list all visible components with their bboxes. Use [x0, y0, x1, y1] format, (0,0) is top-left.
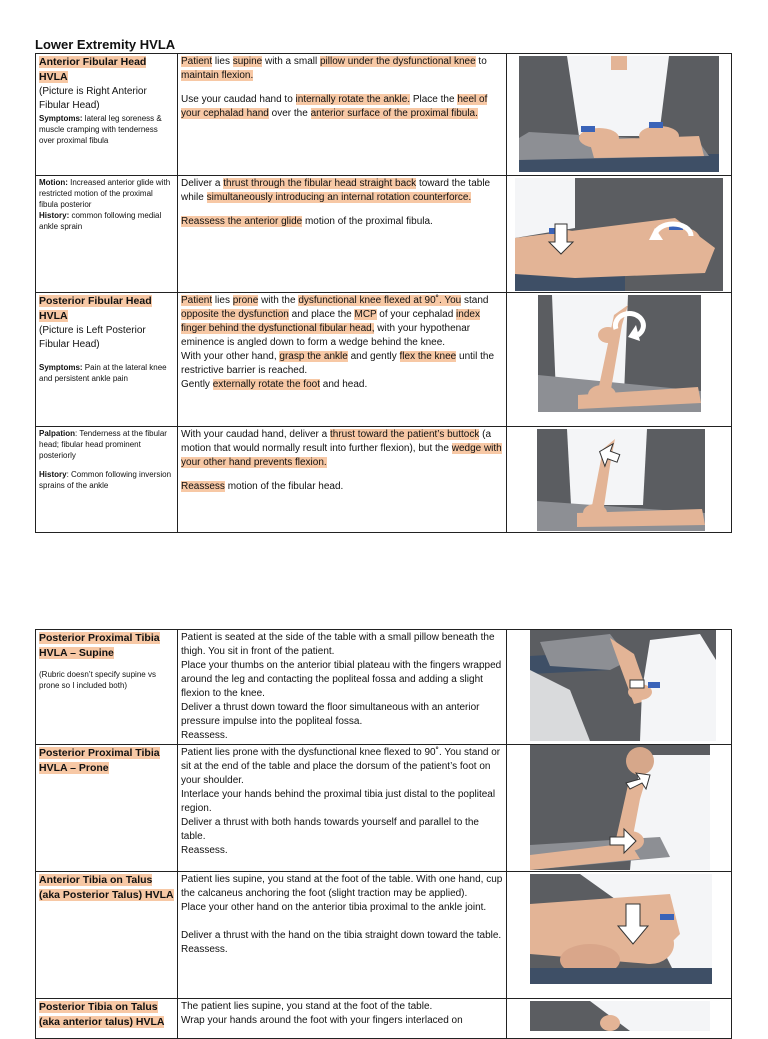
- instructions-cell: [178, 630, 507, 745]
- photo-cell: [507, 630, 732, 745]
- photo-cell: [507, 293, 732, 427]
- technique-photo: [537, 429, 705, 531]
- technique-name: Posterior Proximal Tibia HVLA – Prone: [39, 747, 160, 774]
- instruction-paragraph: Deliver a thrust through the fibular head straight back toward the table while simultaneously introducing an internal rotation counterforce.: [181, 178, 491, 203]
- instructions-cell: [178, 999, 507, 1039]
- technique-name: Posterior Tibia on Talus (aka anterior talus) HVLA: [39, 1001, 165, 1028]
- technique-photo: [530, 745, 710, 870]
- instruction-paragraph: With your caudad hand, deliver a thrust toward the patient’s buttock (a motion that would normally result into further flexion), but the wedge with your other hand prevents flexion.: [181, 429, 502, 468]
- motion-note: Motion: Increased anterior glide with restricted motion of the proximal fibula posterior: [39, 178, 171, 209]
- instructions-cell: [178, 745, 507, 872]
- instruction-line: Deliver a thrust with the hand on the tibia straight down toward the table.: [181, 930, 502, 941]
- table-row: [36, 999, 732, 1039]
- page-title: Lower Extremity HVLA: [35, 37, 176, 52]
- table-row: [36, 630, 732, 745]
- instruction-paragraph: Gently externally rotate the foot and head.: [181, 379, 368, 390]
- rubric-note: (Rubric doesn’t specify supine vs prone so I included both): [39, 670, 156, 690]
- history-note: History: common following medial ankle sprain: [39, 211, 162, 231]
- technique-photo: [538, 295, 701, 412]
- photo-cell: [507, 872, 732, 999]
- instruction-line: Reassess.: [181, 730, 228, 741]
- instruction-line: Reassess.: [181, 944, 228, 955]
- instructions-cell: [178, 872, 507, 999]
- instruction-line: Place your thumbs on the anterior tibial plateau with the fingers wrapped around the leg and contacting the popliteal fossa and adding a slight flexion to the knee.: [181, 660, 502, 699]
- technique-photo: [519, 56, 719, 172]
- technique-cell: [36, 630, 178, 745]
- table-row: [36, 427, 732, 533]
- instruction-line: Reassess.: [181, 845, 228, 856]
- technique-cell: [36, 872, 178, 999]
- technique-subtitle: (Picture is Right Anterior Fibular Head): [39, 86, 147, 111]
- technique-photo: [530, 630, 716, 741]
- instruction-paragraph: Patient lies supine with a small pillow under the dysfunctional knee to maintain flexion.: [181, 56, 487, 81]
- instruction-paragraph: Reassess the anterior glide motion of the proximal fibula.: [181, 216, 433, 227]
- photo-cell: [507, 176, 732, 293]
- tibia-table: [35, 629, 732, 1039]
- technique-cell: [36, 176, 178, 293]
- technique-cell: [36, 999, 178, 1039]
- photo-cell: [507, 427, 732, 533]
- technique-photo: [515, 178, 723, 291]
- fibular-head-table: [35, 53, 732, 533]
- photo-cell: [507, 745, 732, 872]
- instruction-line: Place your other hand on the anterior tibia proximal to the ankle joint.: [181, 902, 487, 913]
- photo-cell: [507, 999, 732, 1039]
- palpation-note: Palpation: Tenderness at the fibular head; fibular head prominent posteriorly: [39, 429, 167, 460]
- table-row: [36, 293, 732, 427]
- instruction-line: [181, 915, 503, 929]
- technique-name: Posterior Proximal Tibia HVLA – Supine: [39, 632, 160, 659]
- technique-cell: [36, 54, 178, 176]
- photo-cell: [507, 54, 732, 176]
- table-row: [36, 745, 732, 872]
- instruction-paragraph: Patient lies prone with the dysfunctional knee flexed at 90˚. You stand opposite the dysfunction and place the MCP of your cephalad index finger behind the dysfunctional fibular head, with your hypothenar eminence is angled down to form a wedge behind the knee.: [181, 295, 489, 348]
- instruction-line: Wrap your hands around the foot with your fingers interlaced on: [181, 1015, 463, 1026]
- technique-subtitle: (Picture is Left Posterior Fibular Head): [39, 325, 146, 350]
- instruction-line: Patient lies prone with the dysfunctional knee flexed to 90˚. You stand or sit at the end of the table and place the dorsum of the patient’s foot on your shoulder.: [181, 747, 501, 786]
- instruction-line: The patient lies supine, you stand at the foot of the table.: [181, 1001, 433, 1012]
- instruction-line: Deliver a thrust with both hands towards yourself and parallel to the table.: [181, 817, 479, 842]
- technique-cell: [36, 293, 178, 427]
- technique-name: Anterior Tibia on Talus (aka Posterior Talus) HVLA: [39, 874, 174, 901]
- instruction-line: Patient is seated at the side of the table with a small pillow beneath the thigh. You sit in front of the patient.: [181, 632, 495, 657]
- instruction-line: Deliver a thrust down toward the floor simultaneous with an anterior pressure impulse into the popliteal fossa.: [181, 702, 480, 727]
- instructions-cell: [178, 176, 507, 293]
- instruction-paragraph: Use your caudad hand to internally rotate the ankle. Place the heel of your cephalad hand over the anterior surface of the proximal fibula.: [181, 94, 488, 119]
- instruction-line: Patient lies supine, you stand at the foot of the table. With one hand, cup the calcaneus anchoring the foot (slight traction may be applied).: [181, 874, 503, 899]
- symptoms-note: Symptoms: lateral leg soreness & muscle cramping with tenderness over proximal fibula: [39, 114, 162, 145]
- instructions-cell: [178, 427, 507, 533]
- technique-cell: [36, 745, 178, 872]
- technique-photo: [530, 1001, 710, 1031]
- technique-name: Anterior Fibular Head HVLA: [39, 56, 147, 83]
- technique-name: Posterior Fibular Head HVLA: [39, 295, 152, 322]
- table-row: [36, 176, 732, 293]
- technique-cell: [36, 427, 178, 533]
- technique-photo: [530, 874, 712, 984]
- symptoms-note: Symptoms: Pain at the lateral knee and persistent ankle pain: [39, 363, 167, 383]
- table-row: [36, 54, 732, 176]
- instructions-cell: [178, 293, 507, 427]
- instruction-line: Interlace your hands behind the proximal tibia just distal to the popliteal region.: [181, 789, 496, 814]
- instruction-paragraph: Reassess motion of the fibular head.: [181, 481, 344, 492]
- table-row: [36, 872, 732, 999]
- instructions-cell: [178, 54, 507, 176]
- history-note: History: Common following inversion sprains of the ankle: [39, 470, 172, 490]
- instruction-paragraph: With your other hand, grasp the ankle and gently flex the knee until the restrictive barrier is reached.: [181, 351, 495, 376]
